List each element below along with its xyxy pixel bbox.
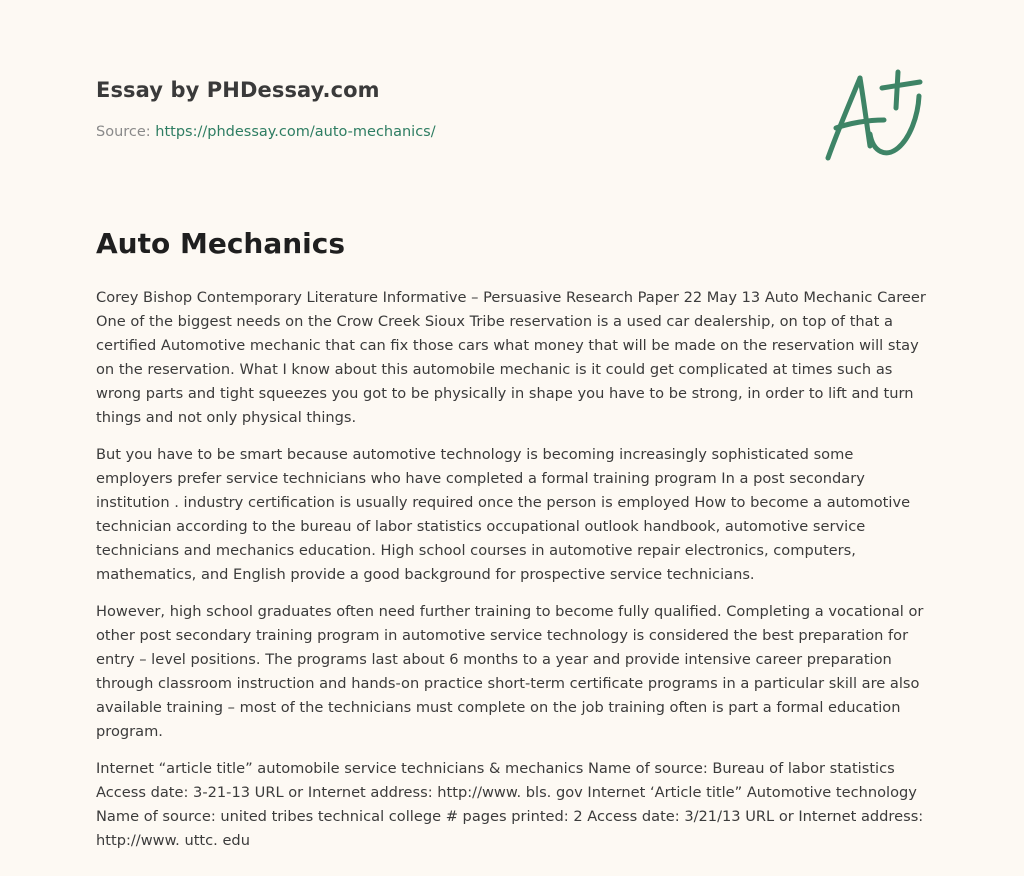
brand-title: Essay by PHDessay.com [96, 78, 380, 102]
page-title: Auto Mechanics [96, 227, 346, 260]
essay-body [96, 286, 930, 866]
source-link[interactable]: https://phdessay.com/auto-mechanics/ [155, 124, 436, 140]
essay-paragraph: Internet “article title” automobile service technicians & mechanics Name of source: Bureau of labor statistics Access date: 3-21-13 URL or Internet address: http://www. bls. gov Internet ‘Article title” Automotive technology Name of source: united tribes technical college # pages printed: 2 Access date: 3/21/13 URL or Internet address: http://www. uttc. edu [96, 760, 924, 849]
source-label: Source: [96, 124, 156, 140]
a-plus-logo-icon [820, 66, 930, 166]
source-line [96, 122, 736, 142]
essay-paragraph: But you have to be smart because automotive technology is becoming increasingly sophisticated some employers prefer service technicians who have completed a formal training program In a post secondary institution . industry certification is usually required once the person is employed How to become a automotive technician according to the bureau of labor statistics occupational outlook handbook, automotive service technicians and mechanics education. High school courses in automotive repair electronics, computers, mathematics, and English provide a good background for prospective service technicians. [96, 446, 911, 583]
essay-paragraph: However, high school graduates often need further training to become fully qualified. Completing a vocational or other post secondary training program in automotive service technology is considered the best preparation for entry – level positions. The programs last about 6 months to a year and provide intensive career preparation through classroom instruction and hands-on practice short-term certificate programs in a particular skill are also available training – most of the technicians must complete on the job training often is part a formal education program. [96, 603, 924, 740]
essay-header [96, 76, 736, 142]
essay-paragraph: Corey Bishop Contemporary Literature Informative – Persuasive Research Paper 22 May 13 Auto Mechanic Career One of the biggest needs on the Crow Creek Sioux Tribe reservation is a used car dealership, on top of that a certified Automotive mechanic that can fix those cars what money that will be made on the reservation will stay on the reservation. What I know about this automobile mechanic is it could get complicated at times such as wrong parts and tight squeezes you got to be physically in shape you have to be strong, in order to lift and turn things and not only physical things. [96, 289, 926, 426]
